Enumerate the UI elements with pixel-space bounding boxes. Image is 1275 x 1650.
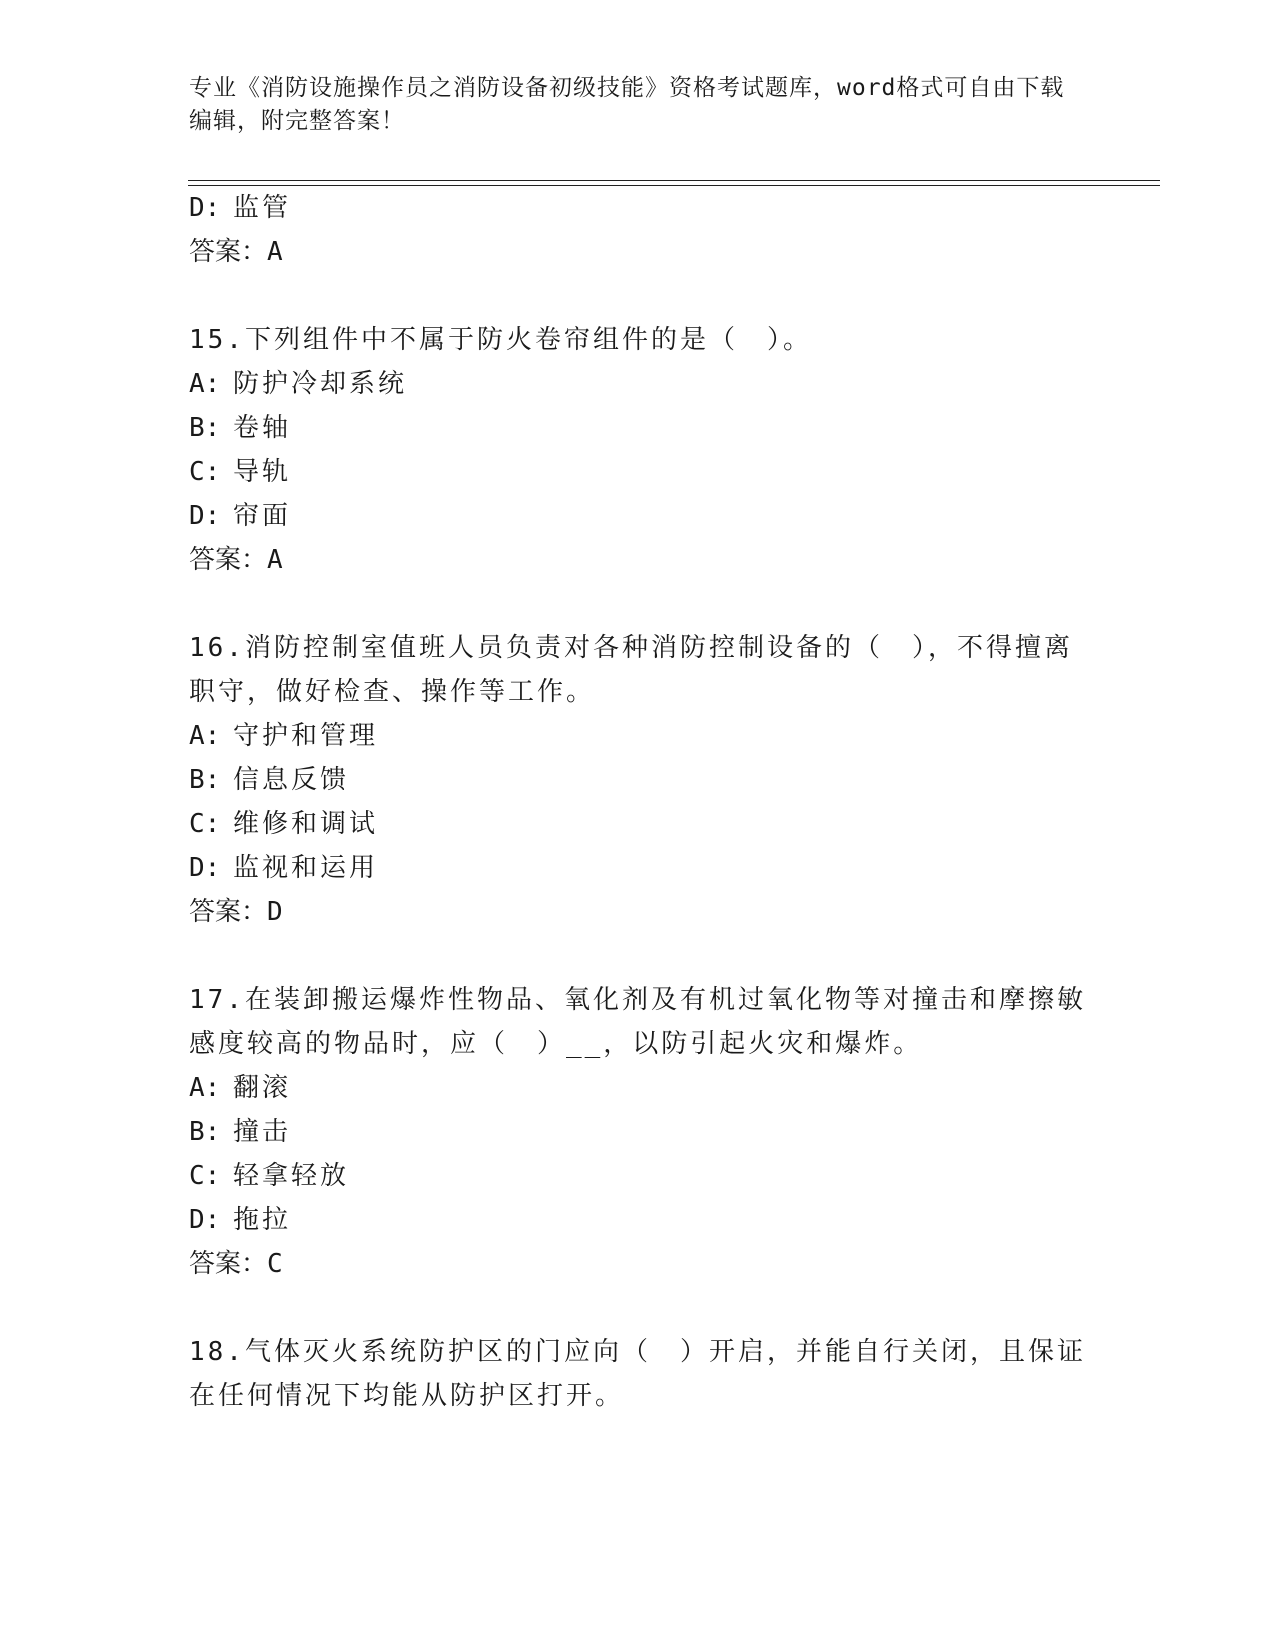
document-header: 专业《消防设施操作员之消防设备初级技能》资格考试题库，word格式可自由下载编辑，附完整答案！ <box>189 75 1065 134</box>
option-label: C: <box>189 809 221 839</box>
option-label: A: <box>189 1073 221 1103</box>
option-label: A: <box>189 369 221 399</box>
q17-option-a <box>189 1072 291 1104</box>
option-label: B: <box>189 1117 221 1147</box>
q17-option-c <box>189 1160 349 1192</box>
q17-stem-line-2: 感度较高的物品时，应（ ）__，以防引起火灾和爆炸。 <box>189 1029 923 1059</box>
q16-answer: 答案：D <box>189 897 283 927</box>
q16-option-b <box>189 764 349 796</box>
option-text: 守护和管理 <box>233 721 379 751</box>
option-text: 导轨 <box>233 457 292 487</box>
option-text: 撞击 <box>233 1117 292 1147</box>
option-text: 信息反馈 <box>233 765 350 795</box>
option-label: B: <box>189 413 221 443</box>
q16-stem-line-1: 16.消防控制室值班人员负责对各种消防控制设备的（ ），不得擅离 <box>189 633 1073 663</box>
option-label: D: <box>189 501 221 531</box>
option-text: 防护冷却系统 <box>233 369 408 399</box>
option-label: D: <box>189 193 221 223</box>
q15-option-d <box>189 500 291 532</box>
option-text: 拖拉 <box>233 1205 292 1235</box>
q18-stem-line-1: 18.气体灭火系统防护区的门应向（ ）开启，并能自行关闭，且保证 <box>189 1337 1086 1367</box>
option-label: D: <box>189 853 221 883</box>
q15-option-b <box>189 412 291 444</box>
q17-option-d <box>189 1204 291 1236</box>
header-divider-bottom <box>188 185 1160 186</box>
q15-stem-line-1: 15.下列组件中不属于防火卷帘组件的是（ ）。 <box>189 325 812 355</box>
option-text: 监视和运用 <box>233 853 379 883</box>
option-text: 卷轴 <box>233 413 292 443</box>
option-text: 翻滚 <box>233 1073 292 1103</box>
q16-stem-line-2: 职守，做好检查、操作等工作。 <box>189 677 596 707</box>
option-text: 维修和调试 <box>233 809 379 839</box>
option-label: C: <box>189 1161 221 1191</box>
q17-answer: 答案：C <box>189 1249 283 1279</box>
q15-option-a <box>189 368 407 400</box>
option-text: 帘面 <box>233 501 292 531</box>
q17-stem-line-1: 17.在装卸搬运爆炸性物品、氧化剂及有机过氧化物等对撞击和摩擦敏 <box>189 985 1086 1015</box>
q18-stem-line-2: 在任何情况下均能从防护区打开。 <box>189 1381 625 1411</box>
q16-option-c <box>189 808 378 840</box>
header-divider-top <box>188 180 1160 181</box>
option-label: D: <box>189 1205 221 1235</box>
q17-option-b <box>189 1116 291 1148</box>
q15-answer: 答案：A <box>189 545 283 575</box>
q16-option-d <box>189 852 378 884</box>
q15-option-c <box>189 456 291 488</box>
q16-option-a <box>189 720 378 752</box>
option-text: 监管 <box>233 193 292 223</box>
option-label: B: <box>189 765 221 795</box>
option-label: C: <box>189 457 221 487</box>
option-text: 轻拿轻放 <box>233 1161 350 1191</box>
option-label: A: <box>189 721 221 751</box>
prev-answer: 答案：A <box>189 237 283 267</box>
prev-option-d <box>189 192 291 224</box>
